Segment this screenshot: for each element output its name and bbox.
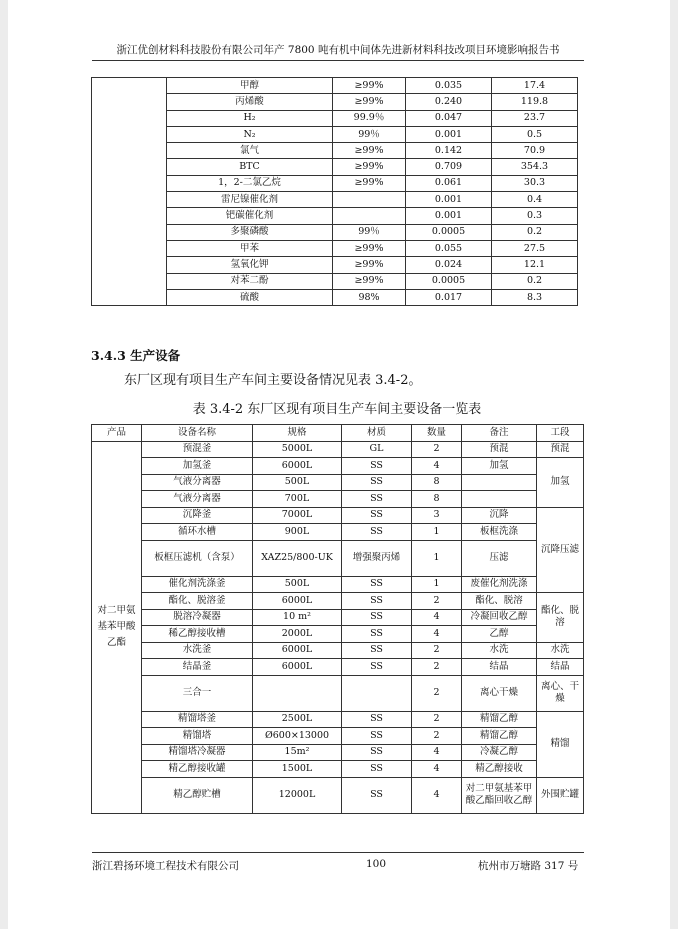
cell-c1: 0.061	[406, 175, 492, 191]
cell-spec: 1500L	[253, 761, 342, 778]
header-section: 工段	[537, 425, 584, 442]
cell-name: 稀乙醇接收槽	[142, 626, 253, 643]
cell-note: 预混	[462, 441, 537, 458]
table-row	[92, 744, 584, 761]
cell-c2: 8.3	[492, 289, 578, 305]
cell-name: 气液分离器	[142, 474, 253, 491]
cell-c2: 70.9	[492, 143, 578, 159]
cell-purity: 99％	[333, 224, 406, 240]
cell-note: 精乙醇接收	[462, 761, 537, 778]
table-row	[92, 593, 584, 610]
table-row	[92, 78, 578, 94]
header-note: 备注	[462, 425, 537, 442]
cell-spec: 7000L	[253, 507, 342, 524]
cell-section: 沉降压滤	[537, 507, 584, 593]
cell-c2: 0.2	[492, 273, 578, 289]
cell-note: 水洗	[462, 642, 537, 659]
cell-c2: 23.7	[492, 110, 578, 126]
cell-material: SS	[342, 642, 412, 659]
cell-name: 丙烯酸	[167, 94, 333, 110]
cell-purity: ≥99%	[333, 78, 406, 94]
cell-qty: 2	[412, 711, 462, 728]
cell-spec: 6000L	[253, 593, 342, 610]
cell-purity: ≥99%	[333, 257, 406, 273]
cell-name: 板框压滤机（含泵）	[142, 540, 253, 576]
cell-section: 结晶	[537, 659, 584, 676]
cell-material: SS	[342, 626, 412, 643]
materials-table	[91, 77, 578, 306]
header-spec: 规格	[253, 425, 342, 442]
cell-section: 外围贮罐	[537, 777, 584, 813]
cell-purity: ≥99%	[333, 94, 406, 110]
cell-material: SS	[342, 777, 412, 813]
cell-name: 硫酸	[167, 289, 333, 305]
cell-name: 酯化、脱溶釜	[142, 593, 253, 610]
cell-c2: 30.3	[492, 175, 578, 191]
cell-name: 雷尼镍催化剂	[167, 192, 333, 208]
cell-qty: 4	[412, 626, 462, 643]
blank-cell	[92, 78, 167, 306]
table-row	[92, 441, 584, 458]
cell-qty: 3	[412, 507, 462, 524]
cell-c1: 0.035	[406, 78, 492, 94]
cell-product: 对二甲氨基苯甲酸乙酯	[92, 441, 142, 813]
cell-c2: 27.5	[492, 240, 578, 256]
cell-name: 氯气	[167, 143, 333, 159]
cell-qty: 4	[412, 609, 462, 626]
cell-purity: ≥99%	[333, 273, 406, 289]
cell-note: 结晶	[462, 659, 537, 676]
table-row	[92, 642, 584, 659]
cell-section: 精馏	[537, 711, 584, 777]
cell-section: 离心、干燥	[537, 675, 584, 711]
cell-c1: 0.001	[406, 126, 492, 142]
header-qty: 数量	[412, 425, 462, 442]
cell-spec: 900L	[253, 524, 342, 541]
cell-material: SS	[342, 524, 412, 541]
table-row	[92, 761, 584, 778]
cell-qty: 2	[412, 593, 462, 610]
cell-material: SS	[342, 507, 412, 524]
header-product: 产品	[92, 425, 142, 442]
table-row	[92, 540, 584, 576]
cell-material: SS	[342, 711, 412, 728]
cell-note: 酯化、脱溶	[462, 593, 537, 610]
header-material: 材质	[342, 425, 412, 442]
cell-material: SS	[342, 761, 412, 778]
cell-note: 冷凝回收乙醇	[462, 609, 537, 626]
cell-c1: 0.240	[406, 94, 492, 110]
cell-section: 酯化、脱溶	[537, 593, 584, 643]
cell-name: 沉降釜	[142, 507, 253, 524]
cell-note: 精馏乙醇	[462, 728, 537, 745]
cell-material: SS	[342, 491, 412, 508]
cell-qty: 4	[412, 744, 462, 761]
cell-spec: 6000L	[253, 458, 342, 475]
cell-name: 精乙醇贮槽	[142, 777, 253, 813]
cell-name: 钯碳催化剂	[167, 208, 333, 224]
cell-material: SS	[342, 474, 412, 491]
cell-material: SS	[342, 576, 412, 593]
cell-name: 多聚磷酸	[167, 224, 333, 240]
cell-name: 精馏塔冷凝器	[142, 744, 253, 761]
cell-purity: ≥99%	[333, 159, 406, 175]
table-header-row	[92, 425, 584, 442]
cell-note: 冷凝乙醇	[462, 744, 537, 761]
cell-c2: 17.4	[492, 78, 578, 94]
cell-spec: 500L	[253, 576, 342, 593]
cell-section: 预混	[537, 441, 584, 458]
table-row	[92, 507, 584, 524]
cell-name: N₂	[167, 126, 333, 142]
cell-name: BTC	[167, 159, 333, 175]
cell-spec: 2500L	[253, 711, 342, 728]
table-row	[92, 458, 584, 475]
footer-address: 杭州市万塘路 317 号	[478, 860, 579, 872]
cell-name: 精馏塔	[142, 728, 253, 745]
cell-c1: 0.0005	[406, 273, 492, 289]
cell-qty: 1	[412, 576, 462, 593]
cell-material: SS	[342, 728, 412, 745]
cell-name: H₂	[167, 110, 333, 126]
cell-material: SS	[342, 609, 412, 626]
cell-material: SS	[342, 659, 412, 676]
cell-name: 三合一	[142, 675, 253, 711]
equipment-table	[91, 424, 584, 814]
cell-note: 离心干燥	[462, 675, 537, 711]
cell-c1: 0.001	[406, 208, 492, 224]
cell-spec: 2000L	[253, 626, 342, 643]
cell-name: 结晶釜	[142, 659, 253, 676]
cell-note: 沉降	[462, 507, 537, 524]
cell-c1: 0.0005	[406, 224, 492, 240]
cell-purity: ≥99%	[333, 240, 406, 256]
cell-qty: 8	[412, 474, 462, 491]
cell-spec: 10 m²	[253, 609, 342, 626]
cell-purity: 99.9％	[333, 110, 406, 126]
cell-note: 板框洗涤	[462, 524, 537, 541]
cell-spec: 700L	[253, 491, 342, 508]
cell-qty: 2	[412, 675, 462, 711]
cell-material: 增强聚丙烯	[342, 540, 412, 576]
cell-name: 甲苯	[167, 240, 333, 256]
cell-name: 氢氧化钾	[167, 257, 333, 273]
cell-purity	[333, 192, 406, 208]
table-caption: 表 3.4-2 东厂区现有项目生产车间主要设备一览表	[192, 402, 482, 417]
cell-name: 脱溶冷凝器	[142, 609, 253, 626]
section-heading: 3.4.3 生产设备	[91, 348, 181, 363]
cell-qty: 4	[412, 761, 462, 778]
table-row	[92, 474, 584, 491]
cell-c1: 0.142	[406, 143, 492, 159]
table-row	[92, 491, 584, 508]
cell-purity: 99％	[333, 126, 406, 142]
table-row	[92, 609, 584, 626]
cell-name: 1，2-二氯乙烷	[167, 175, 333, 191]
cell-name: 气液分离器	[142, 491, 253, 508]
cell-qty: 4	[412, 777, 462, 813]
cell-qty: 2	[412, 728, 462, 745]
cell-spec: 500L	[253, 474, 342, 491]
table-row	[92, 659, 584, 676]
cell-c2: 12.1	[492, 257, 578, 273]
cell-spec: 6000L	[253, 642, 342, 659]
cell-name: 循环水槽	[142, 524, 253, 541]
footer-divider	[92, 852, 584, 853]
cell-spec: 15m²	[253, 744, 342, 761]
cell-spec: XAZ25/800-UK	[253, 540, 342, 576]
page-header: 浙江优创材料科技股份有限公司年产 7800 吨有机中间体先进新材料科技改项目环境影响报告书	[116, 44, 560, 56]
cell-c1: 0.024	[406, 257, 492, 273]
cell-material	[342, 675, 412, 711]
cell-material: GL	[342, 441, 412, 458]
table-row	[92, 576, 584, 593]
cell-section: 加氢	[537, 458, 584, 508]
cell-name: 水洗釜	[142, 642, 253, 659]
cell-note: 精馏乙醇	[462, 711, 537, 728]
cell-c2: 0.4	[492, 192, 578, 208]
cell-c1: 0.017	[406, 289, 492, 305]
cell-material: SS	[342, 744, 412, 761]
cell-name: 甲醇	[167, 78, 333, 94]
cell-material: SS	[342, 458, 412, 475]
cell-c1: 0.055	[406, 240, 492, 256]
cell-note	[462, 474, 537, 491]
cell-name: 精乙醇接收罐	[142, 761, 253, 778]
cell-spec: 6000L	[253, 659, 342, 676]
table-row	[92, 777, 584, 813]
cell-name: 催化剂洗涤釜	[142, 576, 253, 593]
cell-c1: 0.001	[406, 192, 492, 208]
cell-spec: 12000L	[253, 777, 342, 813]
cell-spec: Ø600×13000	[253, 728, 342, 745]
cell-note: 对二甲氨基苯甲酸乙酯回收乙醇	[462, 777, 537, 813]
cell-qty: 1	[412, 524, 462, 541]
table-row	[92, 711, 584, 728]
cell-note	[462, 491, 537, 508]
header-divider	[92, 60, 584, 61]
table-row	[92, 626, 584, 643]
cell-qty: 1	[412, 540, 462, 576]
cell-qty: 2	[412, 441, 462, 458]
cell-spec: 5000L	[253, 441, 342, 458]
cell-c2: 0.3	[492, 208, 578, 224]
cell-note: 压滤	[462, 540, 537, 576]
section-paragraph: 东厂区现有项目生产车间主要设备情况见表 3.4-2。	[124, 373, 422, 388]
cell-note: 废催化剂洗涤	[462, 576, 537, 593]
cell-purity	[333, 208, 406, 224]
cell-qty: 8	[412, 491, 462, 508]
cell-note: 加氢	[462, 458, 537, 475]
table-row	[92, 675, 584, 711]
cell-purity: ≥99%	[333, 143, 406, 159]
cell-spec	[253, 675, 342, 711]
cell-purity: 98%	[333, 289, 406, 305]
cell-qty: 2	[412, 642, 462, 659]
cell-note: 乙醇	[462, 626, 537, 643]
cell-material: SS	[342, 593, 412, 610]
cell-name: 加氢釜	[142, 458, 253, 475]
cell-c2: 354.3	[492, 159, 578, 175]
cell-name: 精馏塔釜	[142, 711, 253, 728]
cell-name: 预混釜	[142, 441, 253, 458]
cell-c2: 119.8	[492, 94, 578, 110]
footer-company: 浙江碧扬环境工程技术有限公司	[92, 860, 239, 872]
cell-qty: 2	[412, 659, 462, 676]
cell-c1: 0.047	[406, 110, 492, 126]
cell-c2: 0.5	[492, 126, 578, 142]
cell-qty: 4	[412, 458, 462, 475]
cell-purity: ≥99%	[333, 175, 406, 191]
cell-c2: 0.2	[492, 224, 578, 240]
cell-section: 水洗	[537, 642, 584, 659]
header-name: 设备名称	[142, 425, 253, 442]
table-row	[92, 728, 584, 745]
cell-c1: 0.709	[406, 159, 492, 175]
cell-name: 对苯二酚	[167, 273, 333, 289]
footer-page-number: 100	[366, 858, 387, 870]
table-row	[92, 524, 584, 541]
